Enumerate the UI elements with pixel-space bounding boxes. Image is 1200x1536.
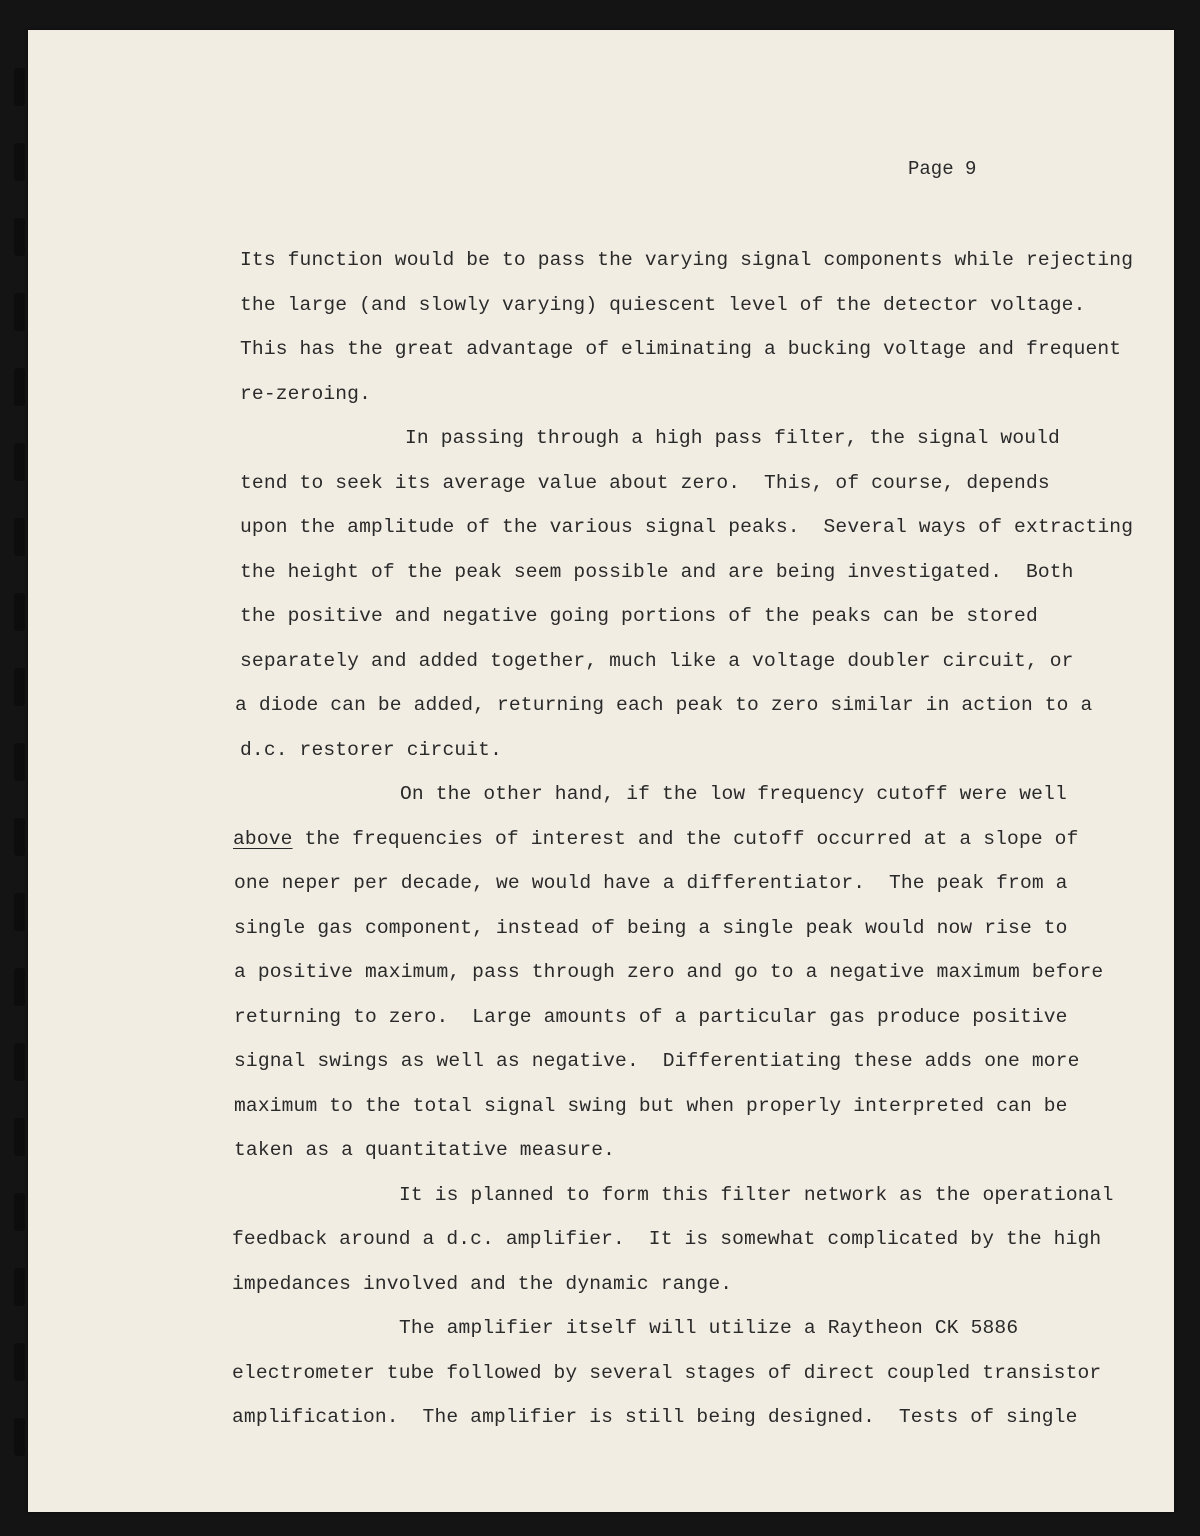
text-line: one neper per decade, we would have a differentiator. The peak from a — [234, 872, 1068, 894]
text-line: single gas component, instead of being a single peak would now rise to — [234, 917, 1068, 939]
binder-hole — [14, 593, 25, 631]
text-line: electrometer tube followed by several stages of direct coupled transistor — [232, 1362, 1102, 1384]
binder-hole — [14, 818, 25, 856]
binder-hole — [14, 668, 25, 706]
text-line: maximum to the total signal swing but when properly interpreted can be — [234, 1095, 1068, 1117]
binder-hole — [14, 293, 25, 331]
text-line: returning to zero. Large amounts of a particular gas produce positive — [234, 1006, 1068, 1028]
binder-hole — [14, 968, 25, 1006]
binder-hole — [14, 1118, 25, 1156]
document-page — [28, 30, 1174, 1512]
binder-hole — [14, 518, 25, 556]
text-line: a diode can be added, returning each peak to zero similar in action to a — [235, 694, 1093, 716]
binder-hole — [14, 143, 25, 181]
text-line: separately and added together, much like a voltage doubler circuit, or — [240, 650, 1074, 672]
binder-hole — [14, 218, 25, 256]
text-line: In passing through a high pass filter, the signal would — [405, 427, 1060, 449]
text-line: the positive and negative going portions of the peaks can be stored — [240, 605, 1038, 627]
binder-hole — [14, 443, 25, 481]
text-line: It is planned to form this filter network as the operational — [399, 1184, 1114, 1206]
underlined-word: above — [233, 828, 293, 850]
binder-hole — [14, 68, 25, 106]
binder-hole — [14, 1193, 25, 1231]
binder-hole — [14, 1418, 25, 1456]
text-line: feedback around a d.c. amplifier. It is somewhat complicated by the high — [232, 1228, 1102, 1250]
text-line: tend to seek its average value about zero. This, of course, depends — [240, 472, 1050, 494]
text-line: Its function would be to pass the varying signal components while rejecting — [240, 249, 1134, 271]
text-line-rest: the frequencies of interest and the cutoff occurred at a slope of — [304, 828, 1079, 850]
text-line: d.c. restorer circuit. — [240, 739, 502, 761]
text-line: amplification. The amplifier is still being designed. Tests of single — [232, 1406, 1078, 1428]
binder-hole — [14, 893, 25, 931]
binder-hole — [14, 1043, 25, 1081]
text-line: signal swings as well as negative. Differentiating these adds one more — [234, 1050, 1080, 1072]
text-line: re-zeroing. — [240, 383, 371, 405]
text-line: taken as a quantitative measure. — [234, 1139, 616, 1161]
text-line: the large (and slowly varying) quiescent level of the detector voltage. — [240, 294, 1086, 316]
binder-hole — [14, 743, 25, 781]
binder-hole — [14, 368, 25, 406]
text-line: impedances involved and the dynamic range. — [232, 1273, 733, 1295]
text-line: a positive maximum, pass through zero and go to a negative maximum before — [234, 961, 1104, 983]
text-line: This has the great advantage of eliminating a bucking voltage and frequent — [240, 338, 1122, 360]
binder-hole — [14, 1268, 25, 1306]
binder-hole — [14, 1343, 25, 1381]
text-line: The amplifier itself will utilize a Raytheon CK 5886 — [399, 1317, 1019, 1339]
text-line-with-emphasis — [233, 828, 1079, 850]
text-line: On the other hand, if the low frequency cutoff were well — [400, 783, 1067, 805]
text-line: upon the amplitude of the various signal peaks. Several ways of extracting — [240, 516, 1134, 538]
text-line: the height of the peak seem possible and are being investigated. Both — [240, 561, 1074, 583]
page-number: Page 9 — [908, 158, 977, 180]
